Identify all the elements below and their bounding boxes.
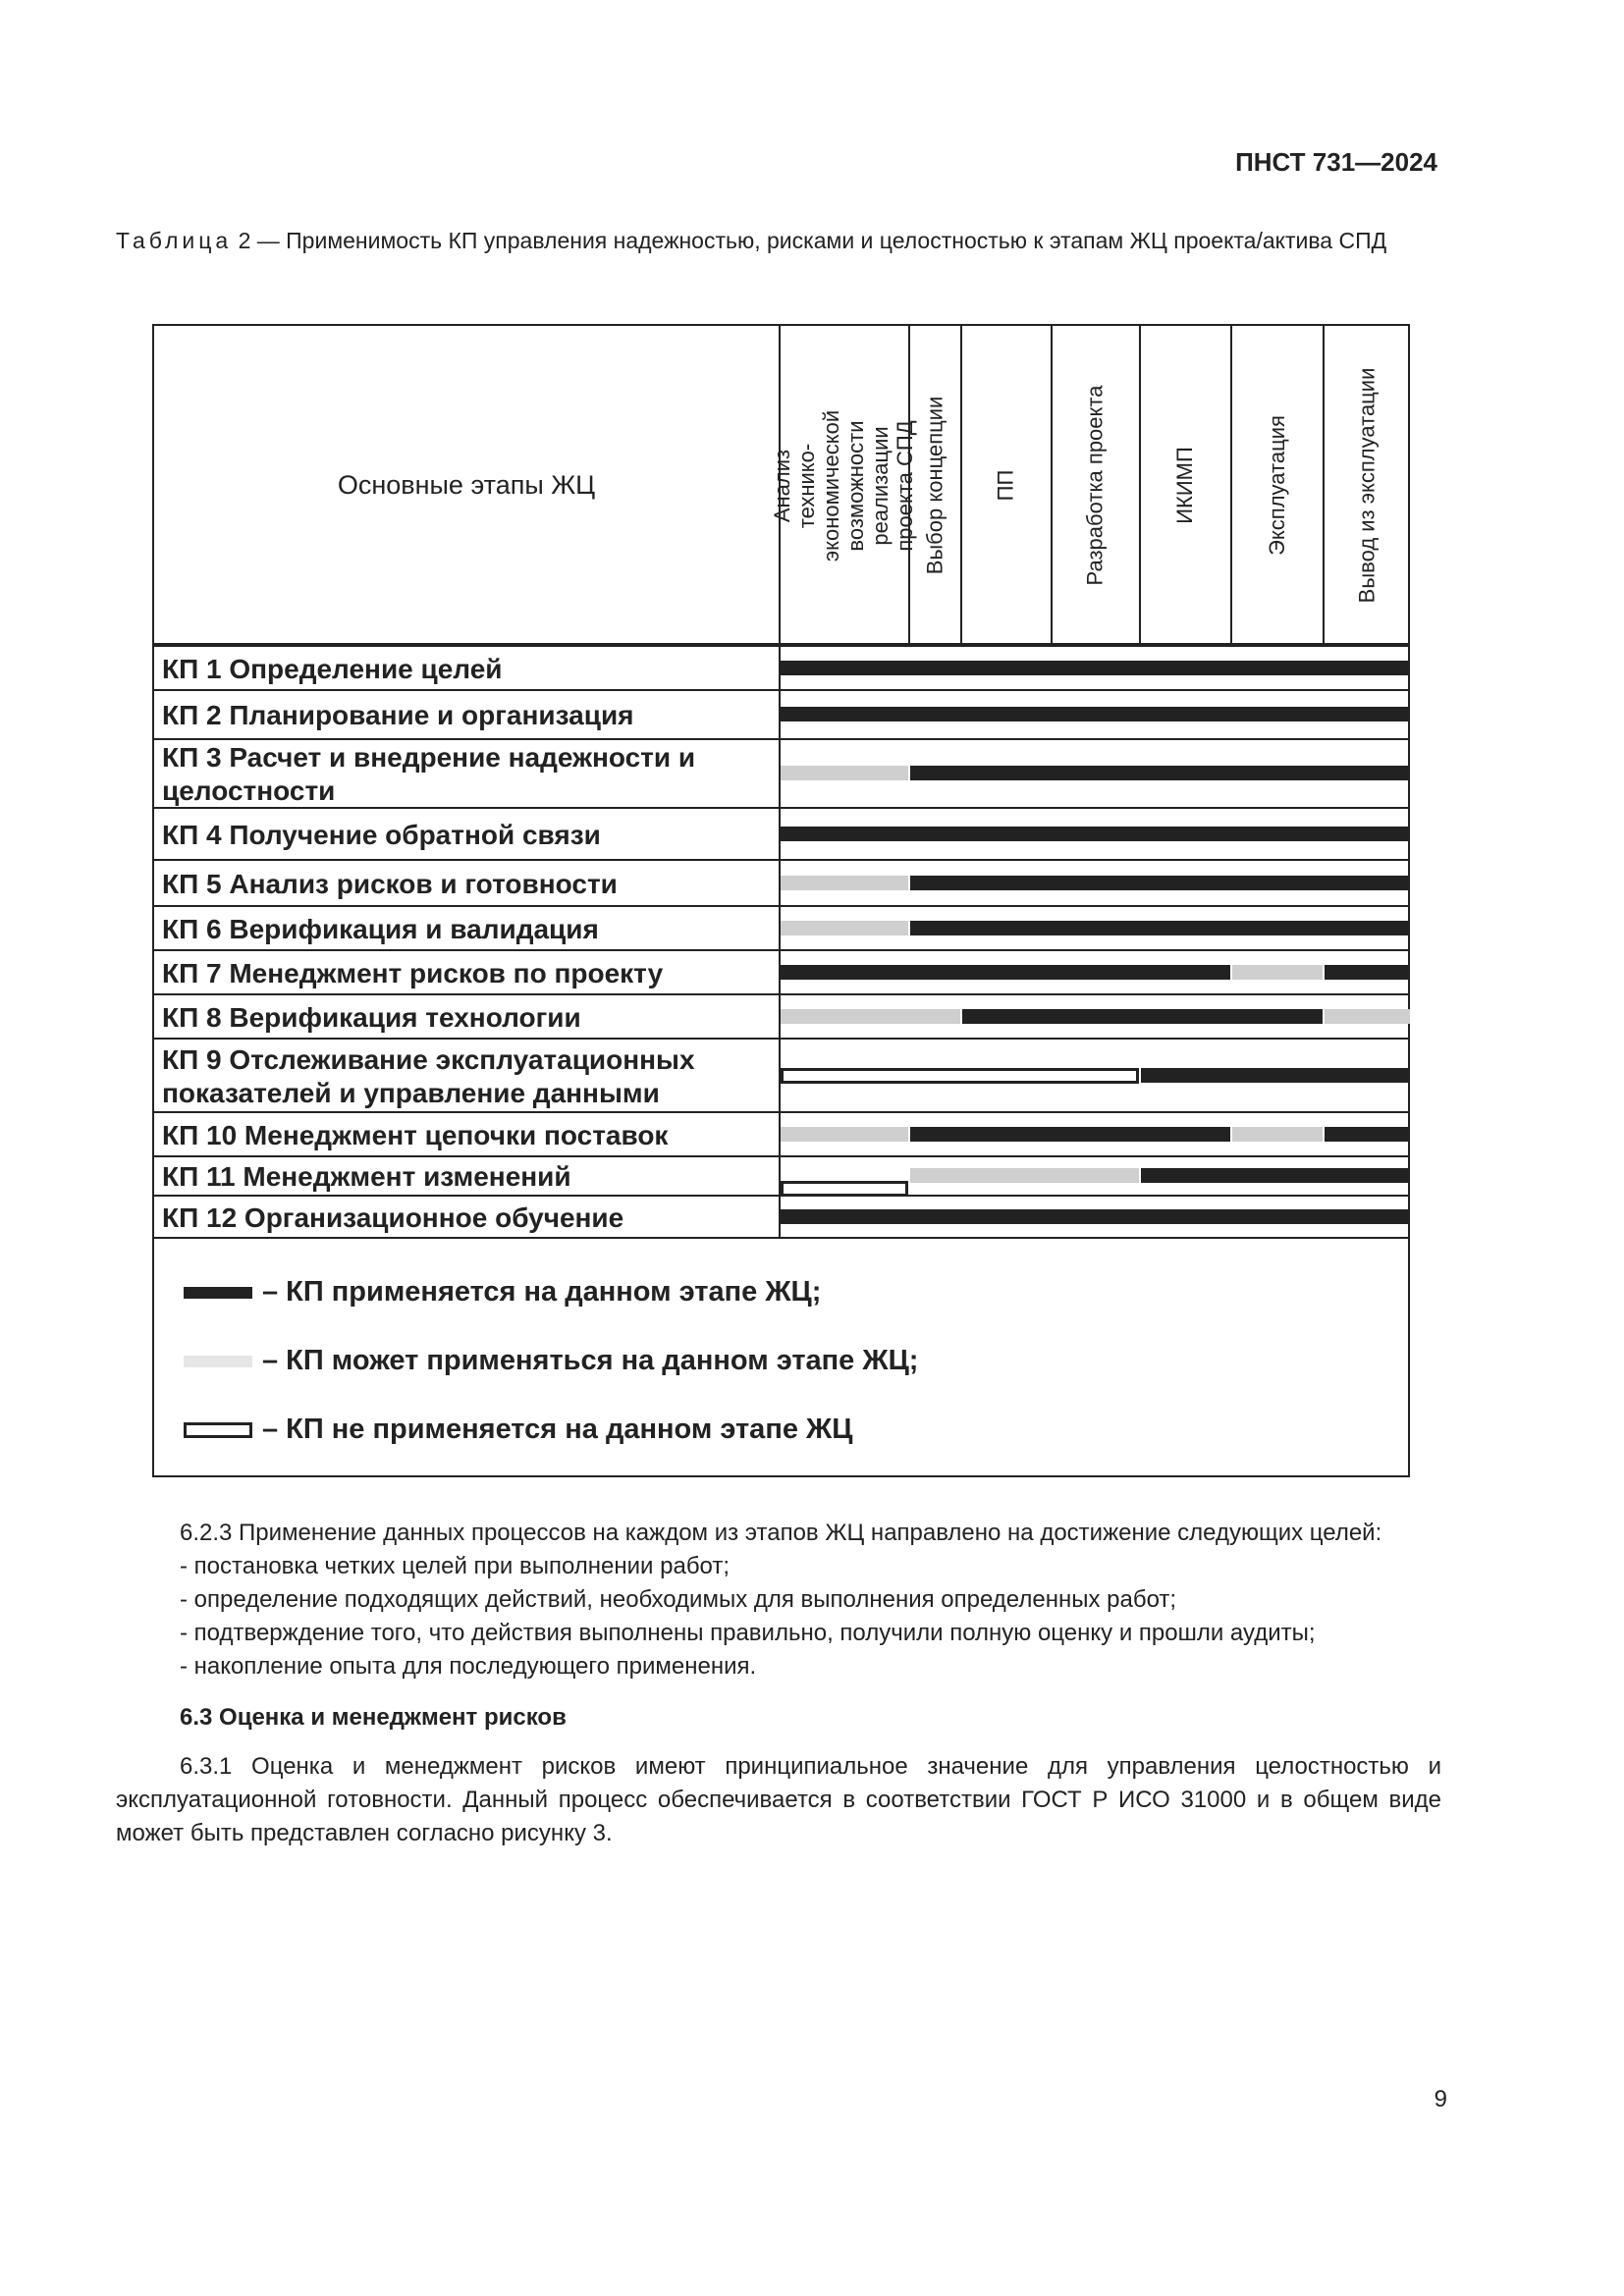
bar-black bbox=[1325, 965, 1410, 980]
legend-swatch-empty bbox=[184, 1422, 252, 1438]
paragraph: 6.3.1 Оценка и менеджмент рисков имеют принципиальное значение для управления целостностью и эксплуатационной готовности. Данный процесс обеспечивается в соответствии ГОСТ Р ИСО 31000 и в общем виде может быть представлен согласно рисунку 3. bbox=[116, 1753, 1441, 1846]
stage-label: ПП bbox=[993, 469, 1018, 502]
stage-label: Разработка проекта bbox=[1082, 385, 1108, 586]
list-item: - подтверждение того, что действия выполнены правильно, получили полную оценку и прошли аудиты; bbox=[180, 1620, 1316, 1646]
bar-empty bbox=[781, 1181, 908, 1197]
legend-swatch-gray bbox=[184, 1356, 252, 1367]
row-label: КП 4 Получение обратной связи bbox=[162, 819, 601, 850]
row-label: КП 7 Менеджмент рисков по проекту bbox=[162, 957, 664, 988]
row-label: КП 11 Менеджмент изменений bbox=[162, 1161, 571, 1192]
list-item: - определение подходящих действий, необходимых для выполнения определенных работ; bbox=[180, 1586, 1177, 1613]
legend-text: – КП применяется на данном этапе ЖЦ; bbox=[262, 1276, 822, 1308]
document-id: ПНСТ 731—2024 bbox=[1235, 147, 1437, 177]
stage-header bbox=[908, 326, 960, 645]
corner-header bbox=[154, 326, 779, 645]
row-label: КП 12 Организационное обучение bbox=[162, 1201, 624, 1233]
legend-item bbox=[184, 1414, 852, 1446]
bar-black bbox=[910, 921, 1410, 935]
bar-black bbox=[781, 965, 1230, 980]
table-caption bbox=[116, 226, 1441, 255]
stage-header bbox=[1323, 326, 1410, 645]
applicability-table bbox=[152, 324, 1410, 1477]
stage-label: Выбор концепции bbox=[922, 396, 947, 575]
body-text bbox=[116, 1517, 1441, 1850]
bar-black bbox=[1325, 1127, 1410, 1142]
stage-label: Эксплуатация bbox=[1264, 415, 1289, 556]
bar-black bbox=[781, 707, 1410, 721]
page-number: 9 bbox=[1434, 2086, 1447, 2112]
corner-label: Основные этапы ЖЦ bbox=[337, 470, 596, 500]
paragraph: 6.2.3 Применение данных процессов на каждом из этапов ЖЦ направлено на достижение следующих целей: bbox=[180, 1520, 1382, 1546]
bar-black bbox=[910, 766, 1410, 780]
legend-item bbox=[184, 1276, 821, 1308]
stage-header bbox=[1051, 326, 1139, 645]
legend-swatch-black bbox=[184, 1287, 252, 1299]
bar-gray bbox=[781, 921, 908, 935]
row-label: КП 5 Анализ рисков и готовности bbox=[162, 868, 618, 899]
legend-item bbox=[184, 1345, 918, 1377]
bar-gray bbox=[781, 1009, 960, 1024]
stage-header bbox=[960, 326, 1051, 645]
bar-black bbox=[781, 1209, 1410, 1224]
row-label: КП 6 Верификация и валидация bbox=[162, 913, 599, 944]
bar-gray bbox=[1325, 1009, 1410, 1024]
row-label: КП 1 Определение целей bbox=[162, 653, 503, 684]
bar-empty bbox=[781, 1068, 1139, 1084]
row-label: КП 8 Верификация технологии bbox=[162, 1001, 581, 1033]
bar-gray bbox=[781, 1127, 908, 1142]
bar-black bbox=[910, 1127, 1230, 1142]
bar-black bbox=[910, 876, 1410, 890]
stage-header bbox=[770, 326, 917, 645]
bar-black bbox=[781, 827, 1410, 841]
stage-label: Вывод из эксплуатации bbox=[1354, 367, 1379, 604]
bar-gray bbox=[781, 766, 908, 780]
bar-gray bbox=[1232, 965, 1323, 980]
row-label: КП 9 Отслеживание эксплуатационных показателей и управление данными bbox=[162, 1043, 695, 1108]
bar-gray bbox=[910, 1168, 1139, 1183]
legend-text: – КП может применяться на данном этапе ЖЦ; bbox=[262, 1345, 919, 1376]
row-label: КП 2 Планирование и организация bbox=[162, 700, 634, 730]
legend-text: – КП не применяется на данном этапе ЖЦ bbox=[262, 1414, 853, 1445]
stage-header bbox=[1139, 326, 1230, 645]
bar-black bbox=[962, 1009, 1323, 1024]
bar-black bbox=[1141, 1168, 1410, 1183]
row-label: КП 3 Расчет и внедрение надежности и целостности bbox=[162, 742, 696, 806]
bar-gray bbox=[1232, 1127, 1323, 1142]
row-label: КП 10 Менеджмент цепочки поставок bbox=[162, 1119, 669, 1150]
bar-black bbox=[1141, 1068, 1410, 1083]
caption-prefix: Таблица bbox=[116, 228, 233, 253]
list-item: - накопление опыта для последующего применения. bbox=[180, 1653, 757, 1680]
list-item: - постановка четких целей при выполнении работ; bbox=[180, 1553, 731, 1579]
stage-header bbox=[1230, 326, 1323, 645]
bar-black bbox=[781, 661, 1410, 675]
stage-label: ИКИМП bbox=[1172, 447, 1197, 524]
section-heading: 6.3 Оценка и менеджмент рисков bbox=[180, 1704, 567, 1731]
stage-label: Анализ технико-экономической возможности реализации проекта СПД bbox=[770, 409, 917, 561]
caption-text: 2 — Применимость КП управления надежностью, рисками и целостностью к этапам ЖЦ проекта/актива СПД bbox=[232, 228, 1387, 253]
bar-gray bbox=[781, 876, 908, 890]
